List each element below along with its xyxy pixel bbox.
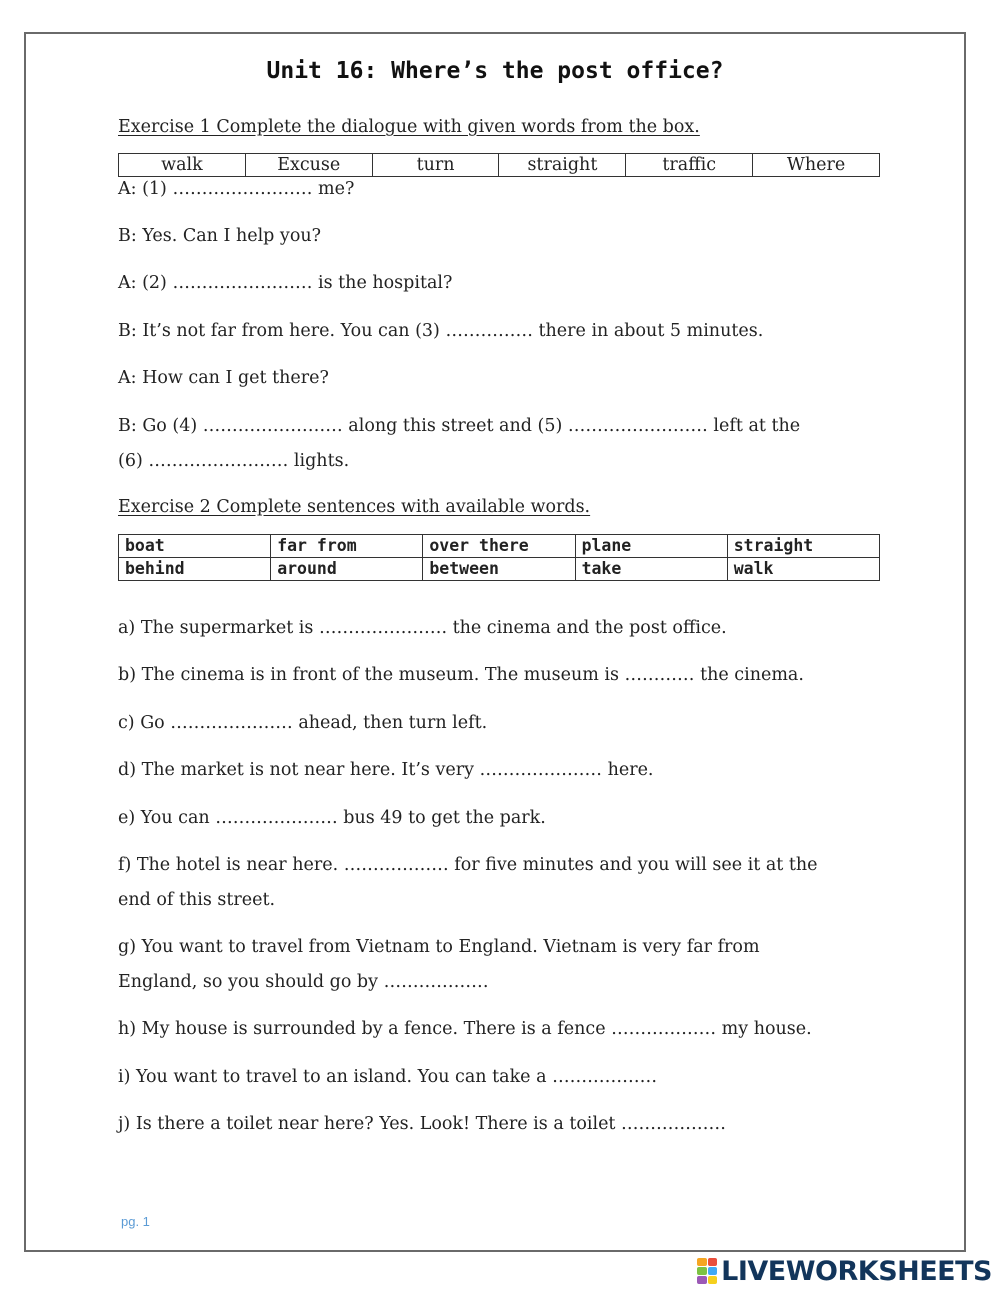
word-box-cell: plane [575,535,727,558]
sentence-c: c) Go ………………… ahead, then turn left. [118,713,488,733]
sentence-f-continued: end of this street. [118,890,276,910]
sentence-d: d) The market is not near here. It’s very ………………… here. [118,760,654,780]
sentence-g-continued: England, so you should go by ……………… [118,972,489,992]
exercise2-word-box [118,534,880,581]
word-box-cell: straight [727,535,879,558]
dialogue-line-5: A: How can I get there? [118,368,329,388]
page-number: pg. 1 [121,1214,150,1229]
exercise1-heading: Exercise 1 Complete the dialogue with given words from the box. [118,117,700,137]
dialogue-line-2: B: Yes. Can I help you? [118,226,322,246]
brand-name: LIVEWORKSHEETS [721,1255,992,1287]
page-title: Unit 16: Where’s the post office? [266,58,724,84]
word-box-cell: walk [727,558,879,581]
word-box-cell: far from [271,535,423,558]
liveworksheets-brand[interactable] [697,1254,992,1288]
word-box-cell: turn [372,154,499,177]
dialogue-line-7: (6) …………………… lights. [118,451,350,471]
dialogue-line-6: B: Go (4) …………………… along this street and (5) …………………… left at the [118,416,801,436]
sentence-b: b) The cinema is in front of the museum. The museum is ………… the cinema. [118,665,804,685]
dialogue-line-3: A: (2) …………………… is the hospital? [118,273,453,293]
word-box-cell: behind [119,558,271,581]
word-box-cell: traffic [626,154,753,177]
dialogue-line-1: A: (1) …………………… me? [118,179,355,199]
word-box-cell: over there [423,535,575,558]
word-box-cell: around [271,558,423,581]
dialogue-line-4: B: It’s not far from here. You can (3) …………… there in about 5 minutes. [118,321,764,341]
sentence-f: f) The hotel is near here. ……………… for five minutes and you will see it at the [118,855,818,875]
exercise1-word-box [118,153,880,177]
word-box-cell: take [575,558,727,581]
word-box-cell: walk [119,154,246,177]
exercise2-heading: Exercise 2 Complete sentences with available words. [118,497,591,517]
sentence-i: i) You want to travel to an island. You can take a ……………… [118,1067,658,1087]
liveworksheets-logo-icon [697,1258,717,1284]
word-box-cell: Where [753,154,880,177]
sentence-a: a) The supermarket is …………………. the cinema and the post office. [118,618,727,638]
word-box-cell: straight [499,154,626,177]
word-box-cell: Excuse [245,154,372,177]
sentence-j: j) Is there a toilet near here? Yes. Look! There is a toilet ……………… [118,1114,727,1134]
sentence-e: e) You can ………………… bus 49 to get the park. [118,808,546,828]
sentence-g: g) You want to travel from Vietnam to England. Vietnam is very far from [118,937,760,957]
word-box-cell: boat [119,535,271,558]
sentence-h: h) My house is surrounded by a fence. There is a fence ……………… my house. [118,1019,812,1039]
word-box-cell: between [423,558,575,581]
